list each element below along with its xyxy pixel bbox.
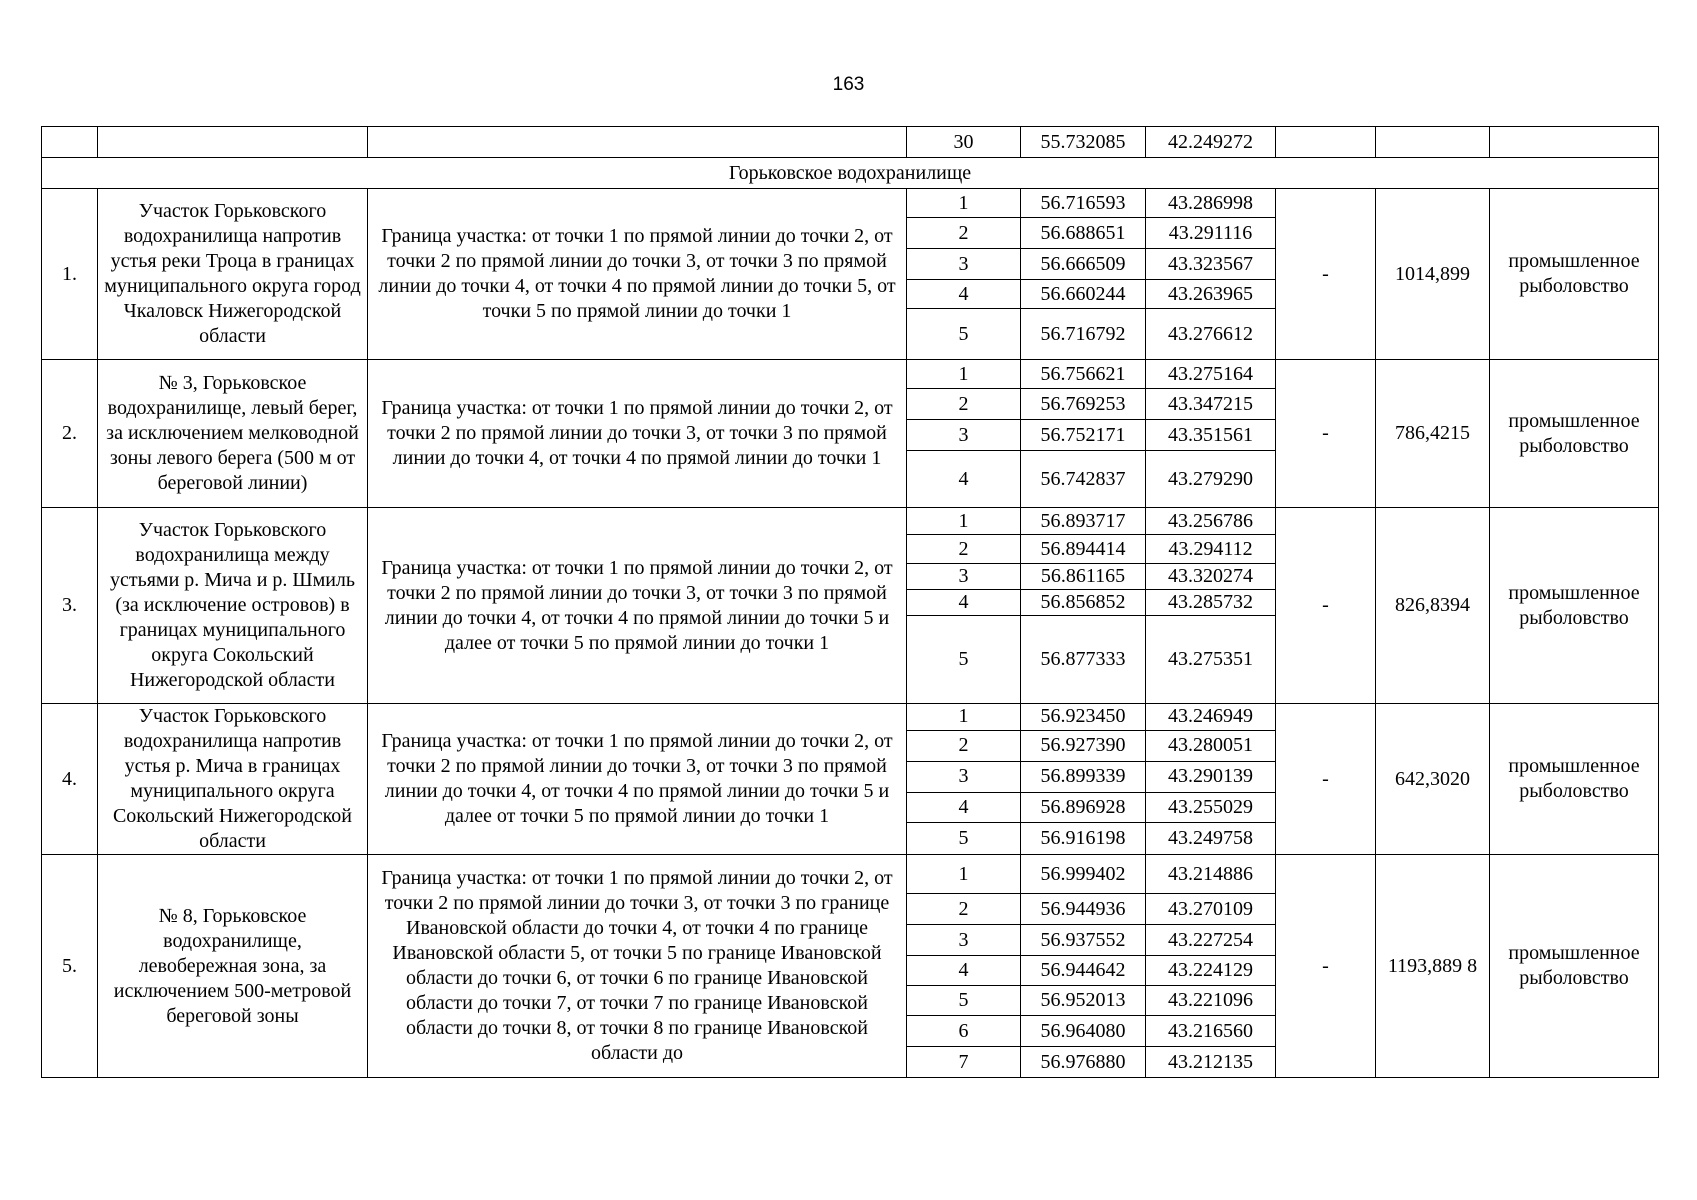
site-point-row: [42, 508, 1659, 535]
site-name: Участок Горьковского водохранилища между устьями р. Мича и р. Шмиль (за исключение островов) в границах муниципального округа Сокольский Нижегородской области: [98, 508, 368, 704]
latitude-cell: 56.742837: [1021, 451, 1146, 508]
point-number: 3: [907, 420, 1021, 451]
area-cell: 1193,889 8: [1376, 855, 1490, 1078]
purpose-cell: промышленное рыболовство: [1490, 189, 1659, 360]
point-number: 4: [907, 590, 1021, 616]
longitude-cell: 43.263965: [1146, 280, 1276, 309]
site-point-row: [42, 189, 1659, 218]
latitude-cell: 56.896928: [1021, 792, 1146, 823]
longitude-cell: 43.270109: [1146, 894, 1276, 925]
empty-cell: [1276, 127, 1376, 158]
site-point-row: [42, 704, 1659, 731]
point-number: 5: [907, 823, 1021, 855]
point-number: 30: [907, 127, 1021, 158]
latitude-cell: 56.894414: [1021, 535, 1146, 564]
point-number: 4: [907, 792, 1021, 823]
latitude-cell: 56.856852: [1021, 590, 1146, 616]
longitude-cell: 43.214886: [1146, 855, 1276, 894]
page-number: 163: [832, 74, 865, 95]
carry-over-row: [42, 127, 1659, 158]
area-cell: 826,8394: [1376, 508, 1490, 704]
dash-cell: -: [1276, 704, 1376, 855]
point-number: 2: [907, 535, 1021, 564]
longitude-cell: 43.275351: [1146, 616, 1276, 704]
longitude-cell: 43.291116: [1146, 218, 1276, 249]
longitude-cell: 43.351561: [1146, 420, 1276, 451]
point-number: 2: [907, 218, 1021, 249]
point-number: 2: [907, 894, 1021, 925]
latitude-cell: 56.952013: [1021, 986, 1146, 1016]
longitude-cell: 43.249758: [1146, 823, 1276, 855]
empty-cell: [368, 127, 907, 158]
longitude-cell: 43.323567: [1146, 249, 1276, 280]
point-number: 1: [907, 855, 1021, 894]
dash-cell: -: [1276, 360, 1376, 508]
longitude-cell: 43.290139: [1146, 762, 1276, 793]
dash-cell: -: [1276, 855, 1376, 1078]
site-boundary: Граница участка: от точки 1 по прямой линии до точки 2, от точки 2 по прямой линии до точки 3, от точки 3 по прямой линии до точки 4, от точки 4 по прямой линии до точки 5 и далее от точки 5 по прямой линии до точки 1: [368, 508, 907, 704]
purpose-cell: промышленное рыболовство: [1490, 508, 1659, 704]
point-number: 4: [907, 451, 1021, 508]
latitude-cell: 56.976880: [1021, 1047, 1146, 1078]
point-number: 4: [907, 956, 1021, 986]
site-point-row: [42, 855, 1659, 894]
site-name: Участок Горьковского водохранилища напротив устья реки Троца в границах муниципального округа город Чкаловск Нижегородской области: [98, 189, 368, 360]
latitude-cell: 56.964080: [1021, 1016, 1146, 1047]
latitude-cell: 56.937552: [1021, 925, 1146, 956]
dash-cell: -: [1276, 189, 1376, 360]
latitude-cell: 55.732085: [1021, 127, 1146, 158]
site-boundary: Граница участка: от точки 1 по прямой линии до точки 2, от точки 2 по прямой линии до точки 3, от точки 3 по прямой линии до точки 4, от точки 4 по прямой линии до точки 5 и далее от точки 5 по прямой линии до точки 1: [368, 704, 907, 855]
area-cell: 1014,899: [1376, 189, 1490, 360]
empty-cell: [1490, 127, 1659, 158]
point-number: 4: [907, 280, 1021, 309]
empty-cell: [1376, 127, 1490, 158]
point-number: 1: [907, 360, 1021, 389]
point-number: 3: [907, 925, 1021, 956]
point-number: 7: [907, 1047, 1021, 1078]
latitude-cell: 56.752171: [1021, 420, 1146, 451]
latitude-cell: 56.923450: [1021, 704, 1146, 731]
area-cell: 642,3020: [1376, 704, 1490, 855]
latitude-cell: 56.944936: [1021, 894, 1146, 925]
latitude-cell: 56.899339: [1021, 762, 1146, 793]
longitude-cell: 43.286998: [1146, 189, 1276, 218]
site-name: Участок Горьковского водохранилища напротив устья р. Мича в границах муниципального округа Сокольский Нижегородской области: [98, 704, 368, 855]
point-number: 1: [907, 704, 1021, 731]
fishing-sites-table: [41, 126, 1659, 1078]
longitude-cell: 43.294112: [1146, 535, 1276, 564]
purpose-cell: промышленное рыболовство: [1490, 704, 1659, 855]
site-name: № 8, Горьковское водохранилище, левобережная зона, за исключением 500-метровой береговой зоны: [98, 855, 368, 1078]
site-boundary: Граница участка: от точки 1 по прямой линии до точки 2, от точки 2 по прямой линии до точки 3, от точки 3 по прямой линии до точки 4, от точки 4 по прямой линии до точки 5, от точки 5 по прямой линии до точки 1: [368, 189, 907, 360]
longitude-cell: 43.280051: [1146, 730, 1276, 762]
latitude-cell: 56.660244: [1021, 280, 1146, 309]
longitude-cell: 43.246949: [1146, 704, 1276, 731]
longitude-cell: 43.320274: [1146, 564, 1276, 590]
longitude-cell: 43.212135: [1146, 1047, 1276, 1078]
latitude-cell: 56.688651: [1021, 218, 1146, 249]
site-boundary: Граница участка: от точки 1 по прямой линии до точки 2, от точки 2 по прямой линии до точки 3, от точки 3 по границе Ивановской области до точки 4, от точки 4 по границе Ивановской области 5, от точки 5 по границе Ивановской области до точки 6, от точки 6 по границе Ивановской области до точки 7, от точки 7 по границе Ивановской области до точки 8, от точки 8 по границе Ивановской области до: [368, 855, 907, 1078]
latitude-cell: 56.944642: [1021, 956, 1146, 986]
site-boundary: Граница участка: от точки 1 по прямой линии до точки 2, от точки 2 по прямой линии до точки 3, от точки 3 по прямой линии до точки 4, от точки 4 по прямой линии до точки 1: [368, 360, 907, 508]
empty-cell: [98, 127, 368, 158]
longitude-cell: 43.279290: [1146, 451, 1276, 508]
purpose-cell: промышленное рыболовство: [1490, 855, 1659, 1078]
purpose-cell: промышленное рыболовство: [1490, 360, 1659, 508]
point-number: 1: [907, 508, 1021, 535]
longitude-cell: 43.347215: [1146, 389, 1276, 420]
latitude-cell: 56.916198: [1021, 823, 1146, 855]
longitude-cell: 43.255029: [1146, 792, 1276, 823]
longitude-cell: 43.216560: [1146, 1016, 1276, 1047]
point-number: 5: [907, 309, 1021, 360]
point-number: 5: [907, 986, 1021, 1016]
latitude-cell: 56.716792: [1021, 309, 1146, 360]
site-number: 1.: [42, 189, 98, 360]
point-number: 6: [907, 1016, 1021, 1047]
empty-cell: [42, 127, 98, 158]
latitude-cell: 56.716593: [1021, 189, 1146, 218]
longitude-cell: 43.224129: [1146, 956, 1276, 986]
latitude-cell: 56.666509: [1021, 249, 1146, 280]
longitude-cell: 43.276612: [1146, 309, 1276, 360]
point-number: 5: [907, 616, 1021, 704]
site-number: 5.: [42, 855, 98, 1078]
point-number: 2: [907, 730, 1021, 762]
point-number: 1: [907, 189, 1021, 218]
point-number: 2: [907, 389, 1021, 420]
site-name: № 3, Горьковское водохранилище, левый берег, за исключением мелководной зоны левого берега (500 м от береговой линии): [98, 360, 368, 508]
longitude-cell: 43.221096: [1146, 986, 1276, 1016]
group-header-row: [42, 158, 1659, 189]
latitude-cell: 56.769253: [1021, 389, 1146, 420]
longitude-cell: 43.275164: [1146, 360, 1276, 389]
group-title: Горьковское водохранилище: [42, 158, 1659, 189]
latitude-cell: 56.927390: [1021, 730, 1146, 762]
longitude-cell: 42.249272: [1146, 127, 1276, 158]
latitude-cell: 56.861165: [1021, 564, 1146, 590]
dash-cell: -: [1276, 508, 1376, 704]
point-number: 3: [907, 564, 1021, 590]
longitude-cell: 43.227254: [1146, 925, 1276, 956]
site-number: 3.: [42, 508, 98, 704]
latitude-cell: 56.999402: [1021, 855, 1146, 894]
area-cell: 786,4215: [1376, 360, 1490, 508]
latitude-cell: 56.893717: [1021, 508, 1146, 535]
point-number: 3: [907, 249, 1021, 280]
site-point-row: [42, 360, 1659, 389]
latitude-cell: 56.756621: [1021, 360, 1146, 389]
longitude-cell: 43.285732: [1146, 590, 1276, 616]
site-number: 4.: [42, 704, 98, 855]
latitude-cell: 56.877333: [1021, 616, 1146, 704]
site-number: 2.: [42, 360, 98, 508]
longitude-cell: 43.256786: [1146, 508, 1276, 535]
point-number: 3: [907, 762, 1021, 793]
